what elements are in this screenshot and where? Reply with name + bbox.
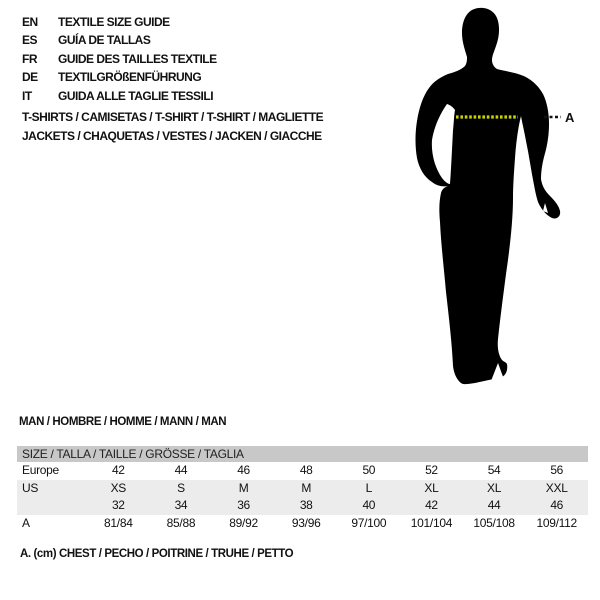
table-cell: XS xyxy=(110,480,127,495)
man-silhouette-svg xyxy=(395,0,600,420)
language-code: EN xyxy=(22,15,38,29)
table-row-chest xyxy=(17,515,588,533)
table-cell: 48 xyxy=(299,463,313,477)
man-silhouette xyxy=(416,8,561,384)
row-label xyxy=(17,497,87,515)
table-cell: 105/108 xyxy=(473,515,515,530)
table-cell: 81/84 xyxy=(104,515,133,530)
table-cell: 50 xyxy=(362,463,376,477)
language-row xyxy=(22,68,217,86)
language-label: GUIDE DES TAILLES TEXTILE xyxy=(58,51,217,66)
table-cell: 52 xyxy=(425,463,438,477)
language-row xyxy=(22,13,217,31)
table-cell: 36 xyxy=(237,498,250,512)
row-label: Europe xyxy=(22,463,59,477)
table-cell: 44 xyxy=(174,463,188,477)
table-row-us xyxy=(17,480,588,498)
language-label: GUÍA DE TALLAS xyxy=(58,33,151,48)
table-cell: L xyxy=(365,480,372,495)
table-cell: XL xyxy=(424,480,439,495)
size-table xyxy=(17,446,588,532)
table-cell: XXL xyxy=(545,480,568,495)
language-list xyxy=(22,13,217,105)
language-code: IT xyxy=(22,88,32,103)
language-row xyxy=(22,50,217,68)
table-cell: 97/100 xyxy=(351,515,387,530)
language-row xyxy=(22,87,217,105)
man-silhouette-figure xyxy=(395,0,600,420)
table-cell: 38 xyxy=(299,498,313,512)
table-cell: XL xyxy=(487,480,502,495)
table-cell: 93/96 xyxy=(291,515,321,530)
language-label: TEXTILGRÖßENFÜHRUNG xyxy=(58,70,202,85)
table-cell: 42 xyxy=(111,463,125,477)
table-cell: 101/104 xyxy=(410,515,453,530)
table-cell: 34 xyxy=(174,498,188,512)
table-cell: M xyxy=(238,480,249,495)
table-cell: 89/92 xyxy=(229,515,258,530)
language-label: TEXTILE SIZE GUIDE xyxy=(58,15,170,29)
table-cell: 42 xyxy=(425,498,438,512)
language-code: DE xyxy=(22,70,38,85)
language-label: GUIDA ALLE TAGLIE TESSILI xyxy=(58,88,214,103)
table-cell: 46 xyxy=(550,498,564,512)
table-cell: M xyxy=(301,480,312,495)
measure-footnote: A. (cm) CHEST / PECHO / POITRINE / TRUHE / PETTO xyxy=(20,548,294,560)
table-row-uk xyxy=(17,497,588,515)
table-cell: 109/112 xyxy=(536,515,577,530)
table-cell: 32 xyxy=(111,498,125,512)
table-cell: 46 xyxy=(237,463,250,477)
section-title-man: MAN / HOMBRE / HOMME / MANN / MAN xyxy=(19,416,227,428)
category-jackets: JACKETS / CHAQUETAS / VESTES / JACKEN / GIACCHE xyxy=(22,128,322,143)
table-cell: S xyxy=(177,480,185,495)
category-tshirts: T-SHIRTS / CAMISETAS / T-SHIRT / T-SHIRT / MAGLIETTE xyxy=(22,110,324,124)
row-label: A xyxy=(22,515,30,530)
size-table-header: SIZE / TALLA / TAILLE / GRÖSSE / TAGLIA xyxy=(17,446,588,462)
table-cell: 40 xyxy=(362,498,376,512)
language-code: ES xyxy=(22,33,38,48)
table-cell: 85/88 xyxy=(166,515,196,530)
table-cell: 54 xyxy=(487,463,501,477)
table-cell: 56 xyxy=(550,463,564,477)
row-label: US xyxy=(22,480,39,495)
table-row-europe xyxy=(17,462,588,480)
language-code: FR xyxy=(22,51,37,66)
table-cell: 44 xyxy=(487,498,501,512)
language-row xyxy=(22,31,217,49)
measure-label-a: A xyxy=(565,110,575,125)
category-list xyxy=(22,108,323,145)
